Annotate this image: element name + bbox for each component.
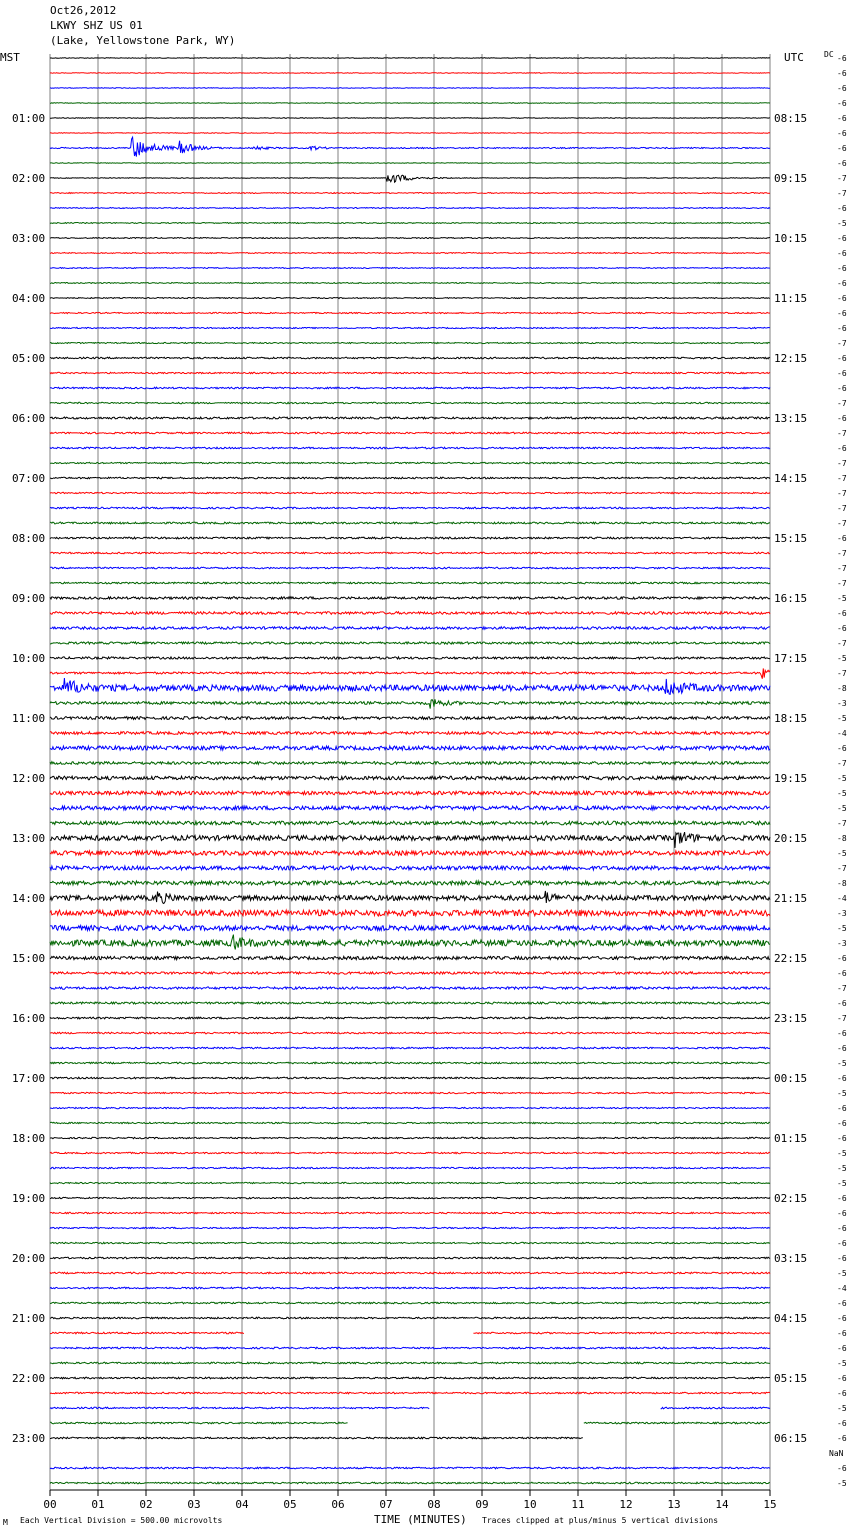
left-hour-label-1100: 11:00 bbox=[12, 712, 46, 725]
x-tick-label-06: 06 bbox=[331, 1498, 345, 1511]
trace-row-61 bbox=[50, 972, 770, 974]
trace-row-13 bbox=[50, 253, 770, 254]
trace-row-64 bbox=[50, 1017, 770, 1019]
left-hour-label-1500: 15:00 bbox=[12, 952, 46, 965]
dc-offset-row-13: -6 bbox=[837, 249, 847, 258]
dc-offset-row-82: -4 bbox=[837, 1284, 847, 1293]
right-hour-label-1715: 17:15 bbox=[774, 652, 808, 665]
dc-offset-row-58: -5 bbox=[837, 924, 847, 933]
right-hour-label-1015: 10:15 bbox=[774, 232, 808, 245]
trace-row-5 bbox=[50, 133, 770, 134]
dc-offset-row-69: -5 bbox=[837, 1089, 847, 1098]
right-hour-label-2215: 22:15 bbox=[774, 952, 808, 965]
trace-row-23 bbox=[50, 402, 770, 403]
trace-row-80 bbox=[50, 1257, 770, 1259]
trace-row-77 bbox=[50, 1212, 770, 1213]
dc-offset-row-86: -6 bbox=[837, 1344, 847, 1353]
dc-offset-row-25: -7 bbox=[837, 429, 847, 438]
left-hour-label-0500: 05:00 bbox=[12, 352, 46, 365]
trace-row-34 bbox=[50, 567, 770, 569]
dc-offset-row-85: -6 bbox=[837, 1329, 847, 1338]
right-hour-labels bbox=[774, 112, 807, 1445]
left-hour-label-1200: 12:00 bbox=[12, 772, 46, 785]
trace-row-53 bbox=[50, 851, 770, 855]
dc-offset-row-92: -6 bbox=[837, 1434, 847, 1443]
nan-offset-label: NaN bbox=[829, 1449, 844, 1458]
trace-row-51 bbox=[50, 821, 770, 825]
trace-row-22 bbox=[50, 387, 770, 389]
dc-offset-row-10: -6 bbox=[837, 204, 847, 213]
dc-offset-row-56: -4 bbox=[837, 894, 847, 903]
x-tick-label-15: 15 bbox=[763, 1498, 777, 1511]
dc-offset-row-2: -6 bbox=[837, 84, 847, 93]
dc-offset-row-81: -5 bbox=[837, 1269, 847, 1278]
x-tick-label-10: 10 bbox=[523, 1498, 537, 1511]
trace-row-35 bbox=[50, 582, 770, 584]
trace-row-41 bbox=[50, 668, 770, 678]
header-station: LKWY SHZ US 01 bbox=[50, 19, 143, 32]
trace-row-27 bbox=[50, 462, 770, 463]
left-hour-label-2300: 23:00 bbox=[12, 1432, 46, 1445]
dc-offset-row-20: -6 bbox=[837, 354, 847, 363]
dc-offset-row-73: -5 bbox=[837, 1149, 847, 1158]
dc-offset-row-38: -6 bbox=[837, 624, 847, 633]
dc-offset-row-9: -7 bbox=[837, 189, 847, 198]
trace-row-59 bbox=[50, 935, 770, 950]
dc-offset-row-72: -6 bbox=[837, 1134, 847, 1143]
trace-row-66 bbox=[50, 1047, 770, 1049]
dc-offset-row-50: -5 bbox=[837, 804, 847, 813]
dc-offset-row-48: -5 bbox=[837, 774, 847, 783]
trace-row-70 bbox=[50, 1107, 770, 1108]
left-hour-label-1800: 18:00 bbox=[12, 1132, 46, 1145]
dc-offset-row-8: -7 bbox=[837, 174, 847, 183]
dc-offset-row-67: -5 bbox=[837, 1059, 847, 1068]
header-date: Oct26,2012 bbox=[50, 4, 117, 17]
dc-offset-row-3: -6 bbox=[837, 99, 847, 108]
trace-row-7 bbox=[50, 163, 770, 164]
dc-offset-row-76: -6 bbox=[837, 1194, 847, 1203]
right-hour-label-1215: 12:15 bbox=[774, 352, 808, 365]
dc-offset-row-23: -7 bbox=[837, 399, 847, 408]
trace-row-16 bbox=[50, 298, 770, 299]
dc-offset-row-0: -6 bbox=[837, 54, 847, 63]
dc-offset-row-37: -6 bbox=[837, 609, 847, 618]
dc-offset-labels bbox=[837, 54, 847, 1488]
seismic-traces bbox=[50, 58, 770, 1484]
dc-offset-row-94: -6 bbox=[837, 1464, 847, 1473]
right-hour-label-1415: 14:15 bbox=[774, 472, 808, 485]
trace-row-12 bbox=[50, 238, 770, 239]
trace-row-46 bbox=[50, 746, 770, 750]
trace-row-91 bbox=[50, 1422, 770, 1424]
trace-row-94 bbox=[50, 1467, 770, 1469]
trace-row-54 bbox=[50, 866, 770, 870]
trace-row-56 bbox=[50, 891, 770, 904]
left-axis-timezone-label: MST bbox=[0, 51, 20, 64]
x-tick-label-07: 07 bbox=[379, 1498, 393, 1511]
trace-row-25 bbox=[50, 432, 770, 434]
trace-row-81 bbox=[50, 1272, 770, 1274]
dc-offset-row-5: -6 bbox=[837, 129, 847, 138]
dc-offset-row-71: -6 bbox=[837, 1119, 847, 1128]
dc-offset-row-27: -7 bbox=[837, 459, 847, 468]
trace-row-57 bbox=[50, 910, 770, 916]
x-tick-label-01: 01 bbox=[91, 1498, 105, 1511]
trace-row-15 bbox=[50, 283, 770, 284]
dc-offset-row-28: -7 bbox=[837, 474, 847, 483]
right-hour-label-0915: 09:15 bbox=[774, 172, 808, 185]
right-hour-label-1615: 16:15 bbox=[774, 592, 808, 605]
x-tick-label-14: 14 bbox=[715, 1498, 729, 1511]
dc-offset-row-21: -6 bbox=[837, 369, 847, 378]
trace-row-37 bbox=[50, 612, 770, 615]
trace-row-55 bbox=[50, 881, 770, 885]
dc-offset-row-54: -7 bbox=[837, 864, 847, 873]
trace-row-88 bbox=[50, 1377, 770, 1379]
dc-offset-row-90: -5 bbox=[837, 1404, 847, 1413]
trace-row-0 bbox=[50, 58, 770, 59]
trace-row-58 bbox=[50, 926, 770, 931]
x-axis-title: TIME (MINUTES) bbox=[374, 1513, 467, 1526]
trace-row-63 bbox=[50, 1002, 770, 1004]
trace-row-18 bbox=[50, 327, 770, 328]
dc-offset-row-70: -6 bbox=[837, 1104, 847, 1113]
dc-offset-row-4: -6 bbox=[837, 114, 847, 123]
dc-offset-row-17: -6 bbox=[837, 309, 847, 318]
clip-note: Traces clipped at plus/minus 5 vertical divisions bbox=[482, 1516, 719, 1525]
right-hour-label-0115: 01:15 bbox=[774, 1132, 808, 1145]
left-hour-label-1300: 13:00 bbox=[12, 832, 46, 845]
right-hour-label-0815: 08:15 bbox=[774, 112, 808, 125]
dc-offset-row-34: -7 bbox=[837, 564, 847, 573]
left-hour-labels bbox=[12, 112, 45, 1445]
trace-row-17 bbox=[50, 312, 770, 313]
trace-row-79 bbox=[50, 1242, 770, 1243]
x-tick-label-00: 00 bbox=[43, 1498, 57, 1511]
dc-offset-row-74: -5 bbox=[837, 1164, 847, 1173]
trace-row-8 bbox=[50, 175, 770, 182]
left-hour-label-0800: 08:00 bbox=[12, 532, 46, 545]
trace-row-30 bbox=[50, 507, 770, 509]
trace-row-86 bbox=[50, 1347, 770, 1349]
x-tick-label-04: 04 bbox=[235, 1498, 249, 1511]
dc-offset-row-61: -6 bbox=[837, 969, 847, 978]
dc-offset-row-80: -6 bbox=[837, 1254, 847, 1263]
dc-offset-row-30: -7 bbox=[837, 504, 847, 513]
right-hour-label-1815: 18:15 bbox=[774, 712, 808, 725]
right-hour-label-1915: 19:15 bbox=[774, 772, 808, 785]
x-tick-label-12: 12 bbox=[619, 1498, 633, 1511]
dc-offset-row-19: -7 bbox=[837, 339, 847, 348]
dc-offset-row-49: -5 bbox=[837, 789, 847, 798]
left-hour-label-0400: 04:00 bbox=[12, 292, 46, 305]
trace-row-26 bbox=[50, 447, 770, 449]
dc-offset-row-45: -4 bbox=[837, 729, 847, 738]
trace-row-78 bbox=[50, 1227, 770, 1228]
trace-row-21 bbox=[50, 372, 770, 373]
dc-offset-row-11: -5 bbox=[837, 219, 847, 228]
dc-offset-row-12: -6 bbox=[837, 234, 847, 243]
trace-row-49 bbox=[50, 791, 770, 795]
dc-offset-row-40: -5 bbox=[837, 654, 847, 663]
left-hour-label-0300: 03:00 bbox=[12, 232, 46, 245]
x-tick-label-08: 08 bbox=[427, 1498, 441, 1511]
dc-offset-row-18: -6 bbox=[837, 324, 847, 333]
right-hour-label-2115: 21:15 bbox=[774, 892, 808, 905]
dc-offset-row-64: -7 bbox=[837, 1014, 847, 1023]
trace-row-82 bbox=[50, 1287, 770, 1289]
trace-row-19 bbox=[50, 342, 770, 343]
trace-row-1 bbox=[50, 73, 770, 74]
dc-offset-row-22: -6 bbox=[837, 384, 847, 393]
right-hour-label-0615: 06:15 bbox=[774, 1432, 808, 1445]
trace-row-87 bbox=[50, 1362, 770, 1364]
left-hour-label-2100: 21:00 bbox=[12, 1312, 46, 1325]
dc-offset-row-68: -6 bbox=[837, 1074, 847, 1083]
right-hour-label-0015: 00:15 bbox=[774, 1072, 808, 1085]
trace-row-71 bbox=[50, 1122, 770, 1123]
dc-offset-row-52: -8 bbox=[837, 834, 847, 843]
dc-offset-row-35: -7 bbox=[837, 579, 847, 588]
trace-row-73 bbox=[50, 1152, 770, 1153]
trace-row-44 bbox=[50, 717, 770, 720]
dc-offset-row-59: -3 bbox=[837, 939, 847, 948]
trace-row-20 bbox=[50, 357, 770, 359]
dc-offset-row-46: -6 bbox=[837, 744, 847, 753]
dc-offset-row-41: -7 bbox=[837, 669, 847, 678]
dc-offset-row-43: -3 bbox=[837, 699, 847, 708]
left-hour-label-1000: 10:00 bbox=[12, 652, 46, 665]
dc-offset-row-15: -6 bbox=[837, 279, 847, 288]
left-hour-label-1400: 14:00 bbox=[12, 892, 46, 905]
trace-row-90 bbox=[50, 1407, 770, 1409]
right-hour-label-1115: 11:15 bbox=[774, 292, 808, 305]
right-hour-label-0515: 05:15 bbox=[774, 1372, 808, 1385]
dc-offset-row-42: -8 bbox=[837, 684, 847, 693]
trace-row-4 bbox=[50, 118, 770, 119]
dc-offset-row-79: -6 bbox=[837, 1239, 847, 1248]
dc-offset-row-29: -7 bbox=[837, 489, 847, 498]
right-axis-timezone-label: UTC bbox=[784, 51, 804, 64]
trace-row-38 bbox=[50, 627, 770, 630]
dc-offset-row-53: -5 bbox=[837, 849, 847, 858]
left-hour-label-1900: 19:00 bbox=[12, 1192, 46, 1205]
dc-offset-row-78: -6 bbox=[837, 1224, 847, 1233]
trace-row-3 bbox=[50, 103, 770, 104]
dc-offset-row-14: -6 bbox=[837, 264, 847, 273]
trace-row-60 bbox=[50, 956, 770, 959]
trace-row-24 bbox=[50, 417, 770, 419]
left-hour-label-0600: 06:00 bbox=[12, 412, 46, 425]
trace-row-36 bbox=[50, 597, 770, 599]
dc-offset-row-88: -6 bbox=[837, 1374, 847, 1383]
dc-offset-row-84: -6 bbox=[837, 1314, 847, 1323]
dc-offset-row-60: -6 bbox=[837, 954, 847, 963]
dc-offset-row-44: -5 bbox=[837, 714, 847, 723]
left-hour-label-2000: 20:00 bbox=[12, 1252, 46, 1265]
dc-offset-row-66: -6 bbox=[837, 1044, 847, 1053]
trace-row-65 bbox=[50, 1032, 770, 1034]
right-hour-label-1315: 13:15 bbox=[774, 412, 808, 425]
x-tick-label-02: 02 bbox=[139, 1498, 153, 1511]
left-hour-label-1700: 17:00 bbox=[12, 1072, 46, 1085]
x-tick-label-05: 05 bbox=[283, 1498, 297, 1511]
trace-row-39 bbox=[50, 642, 770, 644]
right-hour-label-0315: 03:15 bbox=[774, 1252, 808, 1265]
trace-row-40 bbox=[50, 657, 770, 659]
x-tick-label-03: 03 bbox=[187, 1498, 201, 1511]
trace-row-75 bbox=[50, 1182, 770, 1183]
trace-row-31 bbox=[50, 522, 770, 524]
x-tick-label-11: 11 bbox=[571, 1498, 585, 1511]
dc-offset-row-47: -7 bbox=[837, 759, 847, 768]
trace-row-33 bbox=[50, 552, 770, 554]
trace-row-85 bbox=[50, 1332, 770, 1334]
right-hour-label-2015: 20:15 bbox=[774, 832, 808, 845]
corner-mark: M bbox=[3, 1518, 8, 1527]
trace-row-45 bbox=[50, 732, 770, 735]
dc-offset-row-32: -6 bbox=[837, 534, 847, 543]
right-hour-label-0215: 02:15 bbox=[774, 1192, 808, 1205]
trace-row-14 bbox=[50, 268, 770, 269]
x-tick-label-09: 09 bbox=[475, 1498, 489, 1511]
trace-row-10 bbox=[50, 208, 770, 209]
trace-row-50 bbox=[50, 806, 770, 810]
header-location: (Lake, Yellowstone Park, WY) bbox=[50, 34, 236, 47]
dc-offset-header: DC bbox=[824, 50, 834, 59]
dc-offset-row-89: -6 bbox=[837, 1389, 847, 1398]
dc-offset-row-33: -7 bbox=[837, 549, 847, 558]
x-tick-label-13: 13 bbox=[667, 1498, 681, 1511]
trace-row-84 bbox=[50, 1317, 770, 1319]
dc-offset-row-55: -8 bbox=[837, 879, 847, 888]
dc-offset-row-62: -7 bbox=[837, 984, 847, 993]
left-hour-label-0200: 02:00 bbox=[12, 172, 46, 185]
dc-offset-row-83: -6 bbox=[837, 1299, 847, 1308]
trace-row-52 bbox=[50, 832, 770, 848]
trace-row-95 bbox=[50, 1482, 770, 1484]
right-hour-label-1515: 15:15 bbox=[774, 532, 808, 545]
trace-row-48 bbox=[50, 776, 770, 780]
dc-offset-row-87: -5 bbox=[837, 1359, 847, 1368]
trace-row-76 bbox=[50, 1197, 770, 1198]
trace-row-72 bbox=[50, 1137, 770, 1138]
dc-offset-row-36: -5 bbox=[837, 594, 847, 603]
dc-offset-row-65: -6 bbox=[837, 1029, 847, 1038]
trace-row-42 bbox=[50, 678, 770, 694]
left-hour-label-0100: 01:00 bbox=[12, 112, 46, 125]
dc-offset-row-24: -6 bbox=[837, 414, 847, 423]
dc-offset-row-31: -7 bbox=[837, 519, 847, 528]
dc-offset-row-91: -6 bbox=[837, 1419, 847, 1428]
trace-row-43 bbox=[50, 699, 770, 708]
trace-row-83 bbox=[50, 1302, 770, 1304]
trace-row-67 bbox=[50, 1062, 770, 1064]
dc-offset-row-57: -3 bbox=[837, 909, 847, 918]
dc-offset-row-95: -5 bbox=[837, 1479, 847, 1488]
dc-offset-row-51: -7 bbox=[837, 819, 847, 828]
dc-offset-row-1: -6 bbox=[837, 69, 847, 78]
trace-row-74 bbox=[50, 1167, 770, 1168]
trace-row-89 bbox=[50, 1392, 770, 1394]
trace-row-69 bbox=[50, 1092, 770, 1093]
trace-row-28 bbox=[50, 477, 770, 479]
dc-offset-row-39: -7 bbox=[837, 639, 847, 648]
dc-offset-row-63: -6 bbox=[837, 999, 847, 1008]
dc-offset-row-77: -6 bbox=[837, 1209, 847, 1218]
trace-row-92 bbox=[50, 1437, 583, 1439]
dc-offset-row-26: -6 bbox=[837, 444, 847, 453]
dc-offset-row-6: -6 bbox=[837, 144, 847, 153]
dc-offset-row-75: -5 bbox=[837, 1179, 847, 1188]
dc-offset-row-16: -6 bbox=[837, 294, 847, 303]
minute-gridlines bbox=[50, 54, 770, 1490]
scale-note: Each Vertical Division = 500.00 microvolts bbox=[20, 1516, 223, 1525]
trace-row-47 bbox=[50, 762, 770, 765]
left-hour-label-2200: 22:00 bbox=[12, 1372, 46, 1385]
left-hour-label-0700: 07:00 bbox=[12, 472, 46, 485]
left-hour-label-0900: 09:00 bbox=[12, 592, 46, 605]
trace-row-32 bbox=[50, 537, 770, 539]
trace-row-6 bbox=[50, 137, 770, 156]
trace-row-62 bbox=[50, 987, 770, 989]
right-hour-label-2315: 23:15 bbox=[774, 1012, 808, 1025]
trace-row-11 bbox=[50, 223, 770, 224]
trace-row-29 bbox=[50, 492, 770, 493]
trace-row-9 bbox=[50, 193, 770, 194]
trace-row-68 bbox=[50, 1077, 770, 1079]
x-axis bbox=[43, 1490, 776, 1511]
right-hour-label-0415: 04:15 bbox=[774, 1312, 808, 1325]
trace-row-2 bbox=[50, 88, 770, 89]
left-hour-label-1600: 16:00 bbox=[12, 1012, 46, 1025]
dc-offset-row-7: -6 bbox=[837, 159, 847, 168]
